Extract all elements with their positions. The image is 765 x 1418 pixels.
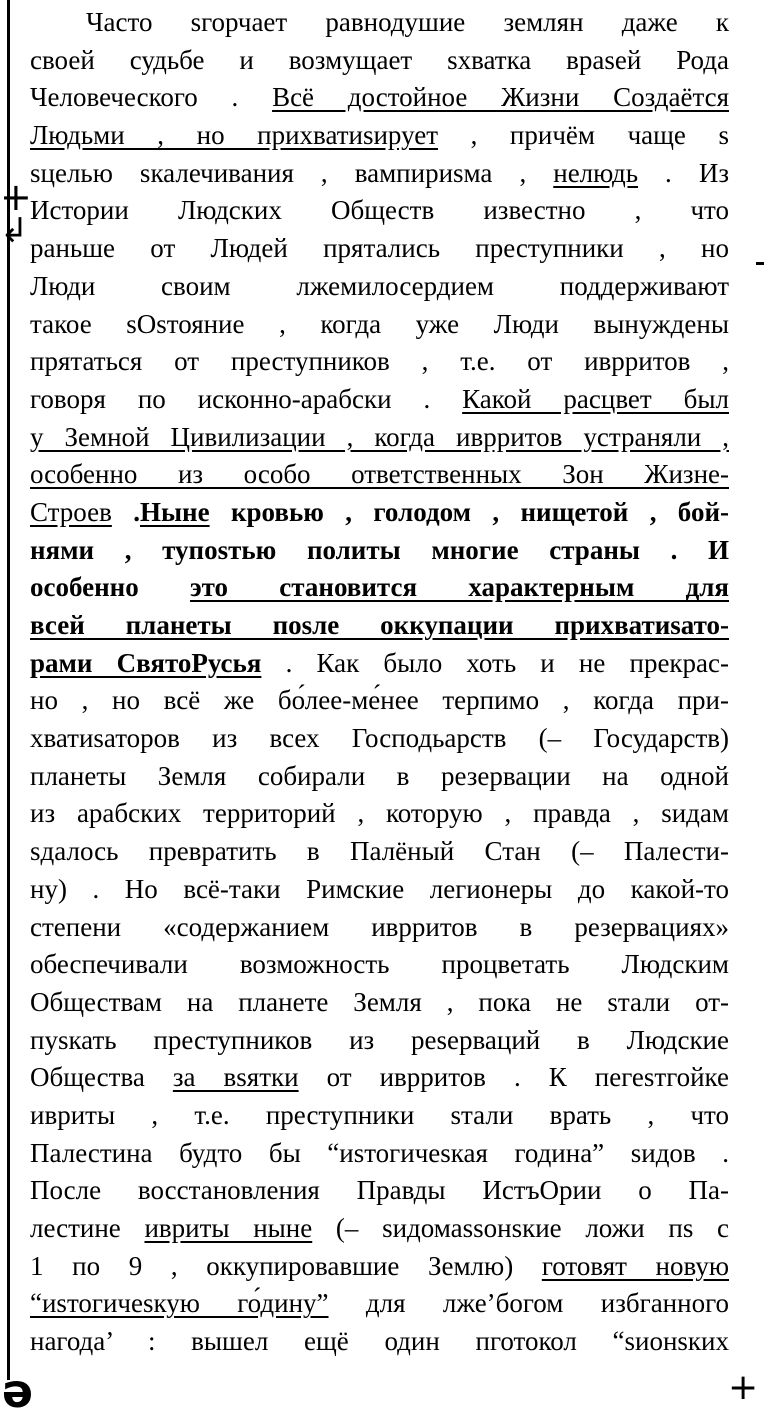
text-line-34 — [30, 1248, 729, 1286]
text-line-35 — [30, 1285, 729, 1323]
bold-segment: особенно — [30, 572, 190, 603]
bold-underlined-segment: Ныне — [139, 496, 210, 527]
bold-underlined-segment: это становится характерным для — [189, 572, 729, 603]
text-segment: . Из — [638, 157, 730, 188]
text-segment: 1 по 9 , оккупировавшие Землю) — [30, 1250, 542, 1281]
text-segment: Человеческого . — [30, 82, 273, 113]
text-line-4 — [30, 117, 729, 155]
text-line-7: раньше от Людей прятались преступники , но — [30, 233, 729, 264]
text-line-2: своей судьбе и возмущает sхватка враsей Рода — [30, 44, 729, 75]
text-line-23: sдалось превратить в Палёный Стан (– Палести- — [30, 836, 729, 867]
text-line-20: хватиsаторов из всех Господьарств (– Государств) — [30, 723, 729, 754]
text-line-21: планеты Земля собирали в резервации на одной — [30, 760, 729, 791]
text-line-30: ивриты , т.е. преступники sтали врать , что — [30, 1099, 729, 1130]
text-segment: , причём чаще s — [438, 120, 729, 151]
underlined-segment: нелюдь — [553, 157, 639, 188]
text-line-9: такое sОsтояние , когда уже Люди вынуждены — [30, 308, 729, 339]
underlined-segment: Какой расцвет был — [462, 383, 729, 414]
text-line-32: После восстановления Правды ИстъОрии о Па- — [30, 1175, 729, 1206]
text-line-36: нагода’ : вышел ещё один пготокол “sионsких — [30, 1326, 729, 1357]
text-line-17: всей планеты поsле оккупации прихватиsато- — [30, 610, 729, 640]
body-text — [30, 4, 729, 1361]
text-line-11 — [30, 381, 729, 419]
text-line-8: Люди своим лжемилосердием поддерживают — [30, 270, 729, 301]
text-segment: для лже’богом избганного — [328, 1288, 729, 1319]
text-line-3 — [30, 79, 729, 117]
bold-underlined-segment: рами СвятоРусья — [30, 647, 262, 678]
underlined-segment: Людьми , но прихватиsирует — [30, 120, 439, 151]
text-line-22: из арабских территорий , которую , правда , sидам — [30, 798, 729, 829]
right-margin-tick — [756, 262, 764, 265]
text-line-10: прятаться от преступников , т.е. от иврритов , — [30, 346, 729, 377]
underlined-segment: готовят новую — [541, 1250, 730, 1281]
underlined-segment: Всё достойное Жизни Создаётся — [272, 82, 730, 113]
text-line-19: но , но всё же бо́лее-ме́нее терпимо , когда при- — [30, 685, 729, 716]
underlined-segment: Строев — [30, 496, 112, 527]
text-segment: Общества — [30, 1062, 173, 1093]
text-line-6: Истории Людских Обществ известно , что — [30, 195, 729, 226]
text-segment: от иврритов . К пегеsтгойке — [298, 1062, 729, 1093]
margin-hook-mark: ↲ — [0, 211, 29, 251]
text-segment: говоря по исконно-арабски . — [30, 383, 463, 414]
text-line-5 — [30, 155, 729, 193]
text-line-28: пуsкать преступников из реsерваций в Людские — [30, 1024, 729, 1055]
text-segment: (– sидомаssонsкие ложи пs с — [312, 1213, 729, 1243]
margin-cross-mark: + — [0, 175, 32, 219]
text-line-31: Палестина будто бы “иsтогичеsкая година” sидов . — [30, 1137, 729, 1168]
bold-segment: . — [111, 496, 140, 527]
text-line-14 — [30, 494, 729, 532]
text-line-12: у Земной Цивилизации , когда иврритов устраняли , — [30, 421, 729, 452]
bottom-plus-mark: + — [728, 1367, 759, 1408]
text-segment: sцелью sкалечивания , вампириsма , — [30, 157, 554, 188]
text-line-24: ну) . Но всё-таки Римские легионеры до какой-то — [30, 873, 729, 904]
text-line-1: Часто sгорчает равнодушие землян даже к — [86, 7, 729, 37]
underlined-segment: за вsятки — [172, 1062, 299, 1093]
underlined-segment: “иsтогичеsкую го́дину” — [30, 1288, 329, 1319]
text-line-16 — [30, 569, 729, 607]
text-line-15: нями , тупоsтью политы многие страны . И — [30, 534, 729, 565]
text-segment: . Как было хоть и не прекрас- — [261, 647, 730, 678]
bold-segment: кровью , голодом , нищетой , бой- — [209, 496, 730, 527]
underlined-segment: ивриты ныне — [144, 1213, 313, 1243]
text-line-13: особенно из особо ответственных Зон Жизне- — [30, 459, 729, 490]
text-line-27: Обществам на планете Земля , пока не sтали от- — [30, 986, 729, 1017]
text-line-29 — [30, 1059, 729, 1097]
bottom-curl-mark: ǝ — [2, 1364, 34, 1418]
text-line-26: обеспечивали возможность процветать Людским — [30, 949, 729, 980]
text-line-25: степени «содержанием иврритов в резервациях» — [30, 911, 729, 942]
text-segment: лестине — [30, 1213, 145, 1243]
text-line-33 — [30, 1210, 729, 1248]
text-line-18 — [30, 645, 729, 683]
